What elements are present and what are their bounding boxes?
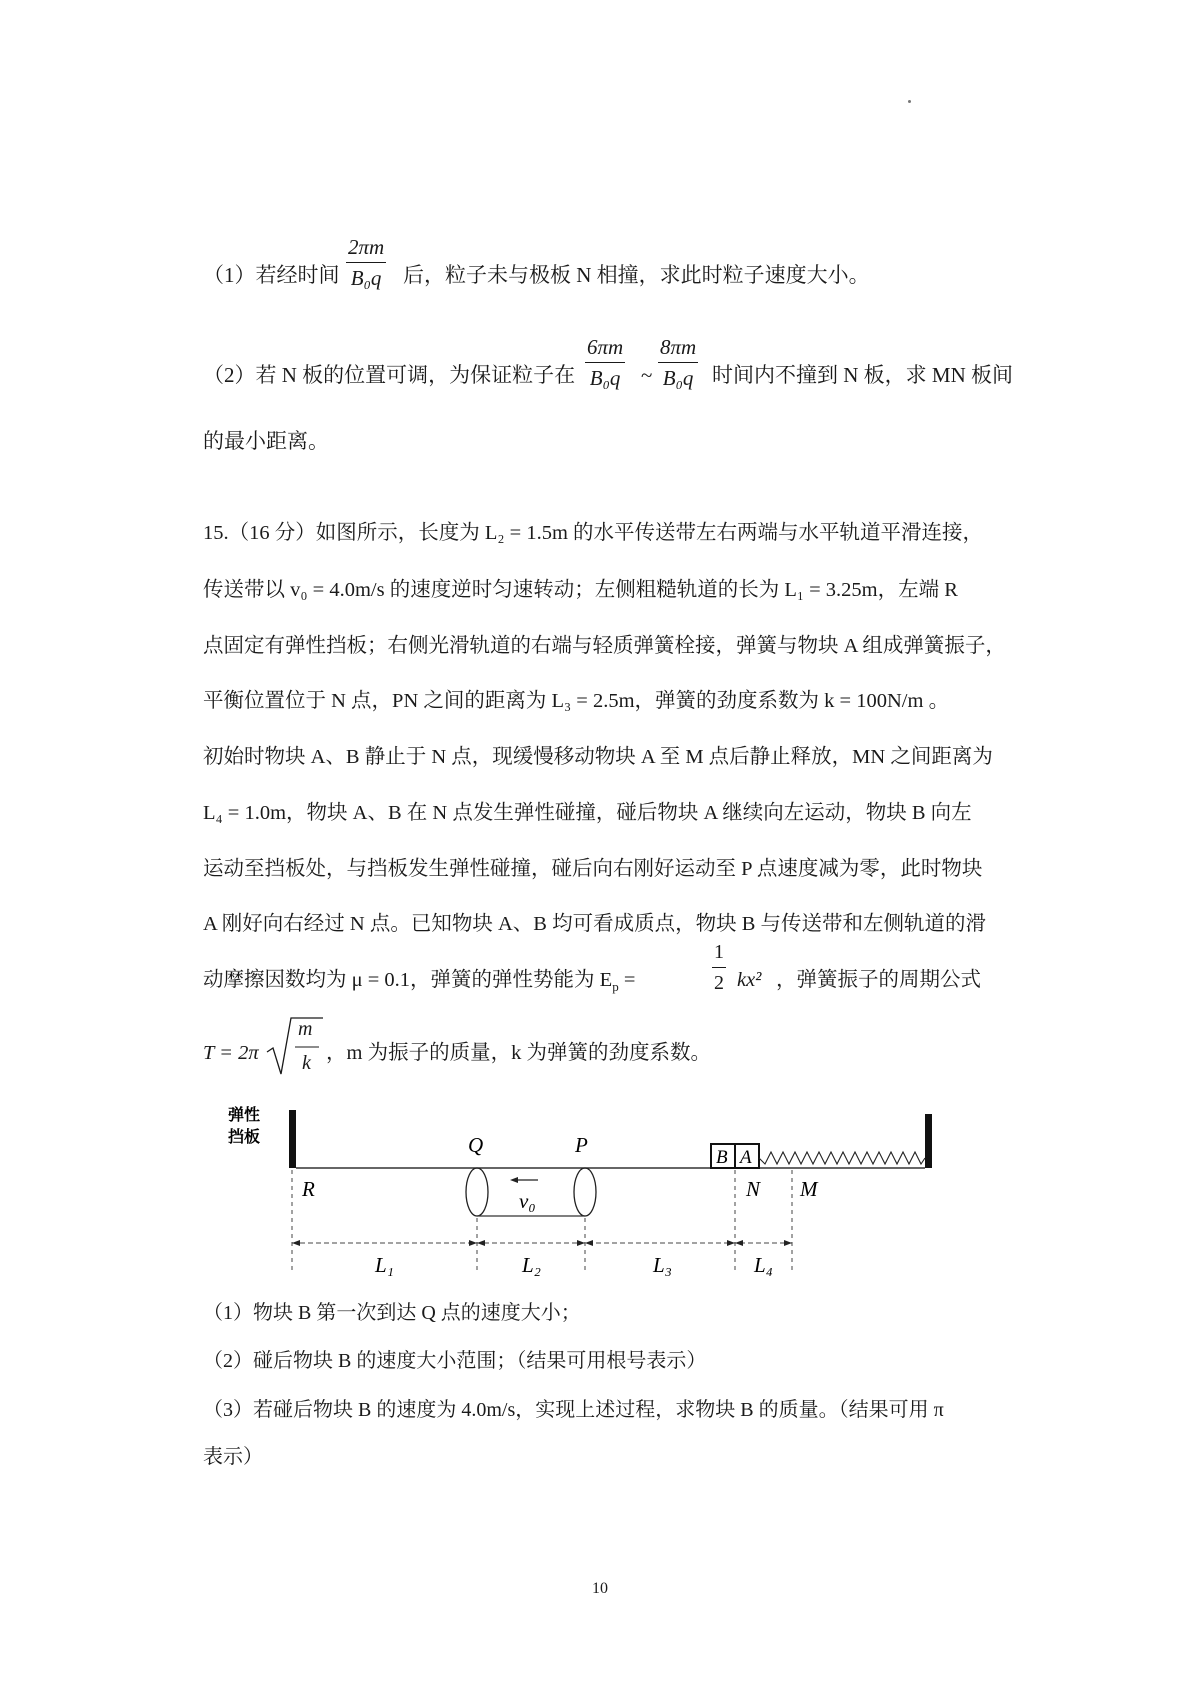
label-L1: L₁	[375, 1253, 394, 1277]
belt-roller-right	[574, 1168, 596, 1216]
q15-sub3-line2-text: 表示）	[203, 1446, 263, 1468]
q14-part2-line2-text: 的最小距离。	[203, 429, 329, 453]
q15-line10-sqrt-num	[298, 1016, 312, 1042]
label-L2: L₂	[522, 1253, 541, 1277]
v0-arrow-head	[510, 1177, 518, 1183]
baffle-label-2: 挡板	[228, 1127, 261, 1146]
q15-line10-T	[203, 1040, 259, 1066]
q15-line3	[203, 633, 1006, 659]
q14-part1-frac-den: B₀q	[350, 266, 382, 290]
q15-line4-text: 平衡位置位于 N 点，PN 之间的距离为 L₃ = 2.5m，弹簧的劲度系数为 k = 100N/m 。	[203, 690, 950, 712]
q15-sub1-text: （1）物块 B 第一次到达 Q 点的速度大小；	[203, 1302, 581, 1324]
q15-line9-prefix: 动摩擦因数均为 μ = 0.1，弹簧的弹性势能为 E	[203, 969, 613, 991]
q15-line9-fraction	[712, 939, 726, 996]
right-wall	[925, 1114, 932, 1168]
q15-line1	[203, 520, 983, 546]
q15-sub1	[203, 1300, 581, 1326]
q15-line10-suffix: ，m 为振子的质量，k 为弹簧的劲度系数。	[326, 1042, 711, 1064]
q15-line6-text: L₄ = 1.0m，物块 A、B 在 N 点发生弹性碰撞，碰后物块 A 继续向左运动，物块 B 向左	[203, 802, 972, 824]
conveyor-diagram	[228, 1100, 960, 1280]
q14-part2-prefix: （2）若 N 板的位置可调，为保证粒子在	[203, 363, 576, 387]
label-block-A: A	[740, 1147, 752, 1168]
q14-part1-prefix: （1）若经时间	[203, 263, 340, 287]
label-R: R	[302, 1177, 315, 1201]
q14-part2-fraction-2	[658, 334, 698, 391]
q15-line2-text: 传送带以 v₀ = 4.0m/s 的速度逆时匀速转动；左侧粗糙轨道的长为 L₁ = 3.25m，左端 R	[203, 579, 958, 601]
q15-line6	[203, 800, 972, 826]
q14-part1-fraction	[346, 234, 386, 291]
q15-line9-sub: p	[612, 979, 619, 995]
q15-line10-rest	[326, 1040, 711, 1066]
label-block-B: B	[716, 1147, 728, 1168]
q15-line7	[203, 856, 982, 882]
q15-sub3-text: （3）若碰后物块 B 的速度为 4.0m/s，实现上述过程，求物块 B 的质量。（结果可用 π	[203, 1399, 944, 1421]
q14-part2-frac2-den: B₀q	[662, 366, 694, 390]
q15-line9-frac-den: 2	[714, 972, 724, 994]
q15-line1-text: 15.（16 分）如图所示，长度为 L₂ = 1.5m 的水平传送带左右两端与水平轨道平滑连接，	[203, 522, 984, 544]
q15-line5-text: 初始时物块 A、B 静止于 N 点，现缓慢移动物块 A 至 M 点后静止释放，MN 之间距离为	[203, 746, 993, 768]
label-L3: L₃	[653, 1253, 672, 1277]
q15-line8-text: A 刚好向右经过 N 点。已知物块 A、B 均可看成质点，物块 B 与传送带和左侧轨道的滑	[203, 913, 987, 935]
q15-line7-text: 运动至挡板处，与挡板发生弹性碰撞，碰后向右刚好运动至 P 点速度减为零，此时物块	[203, 858, 983, 880]
q15-sub3-line2	[203, 1444, 263, 1470]
q14-part1-frac-num: 2πm	[346, 234, 386, 263]
q15-line8	[203, 911, 986, 937]
spring	[759, 1152, 925, 1164]
q14-part2-frac1-den: B₀q	[589, 366, 621, 390]
q15-line4	[203, 688, 949, 714]
q14-part1-suffix: 后，粒子未与极板 N 相撞，求此时粒子速度大小。	[403, 263, 870, 287]
q14-part2-line2	[203, 428, 329, 454]
q14-part2-frac1-num: 6πm	[585, 334, 625, 363]
q14-part2-suffix: 时间内不撞到 N 板，求 MN 板间	[712, 363, 1014, 387]
label-P: P	[575, 1133, 588, 1157]
q15-line9-rest	[776, 967, 981, 993]
left-baffle	[289, 1110, 296, 1168]
scan-dot	[908, 100, 911, 103]
q15-line10-prefix: T = 2π	[203, 1042, 259, 1064]
belt-roller-left	[466, 1168, 488, 1216]
q15-line3-text: 点固定有弹性挡板；右侧光滑轨道的右端与轻质弹簧栓接，弹簧与物块 A 组成弹簧振子，	[203, 635, 1006, 657]
q15-line10-sqrt-den-text: k	[302, 1052, 311, 1074]
q15-line10-sqrt-den	[302, 1050, 311, 1076]
q15-sub2	[203, 1348, 706, 1374]
q15-line9-frac-num: 1	[712, 939, 726, 968]
q14-part2-tilde	[641, 362, 652, 388]
q15-line5	[203, 744, 993, 770]
q14-part2-frac2-num: 8πm	[658, 334, 698, 363]
q15-line2	[203, 577, 958, 603]
q15-line9-eq: =	[618, 969, 636, 991]
baffle-label-1: 弹性	[228, 1105, 261, 1124]
q15-line9-suffix: ，弹簧振子的周期公式	[776, 969, 981, 991]
q14-part2-tilde-text: ~	[641, 363, 653, 387]
label-v0: v₀	[519, 1189, 536, 1213]
guide-lines	[292, 1170, 792, 1270]
q14-part2	[203, 362, 575, 388]
q15-sub2-text: （2）碰后物块 B 的速度大小范围；（结果可用根号表示）	[203, 1350, 707, 1372]
q14-part2-fraction-1	[585, 334, 625, 391]
label-N: N	[746, 1177, 761, 1201]
label-Q: Q	[468, 1133, 484, 1157]
q15-line9	[203, 967, 635, 1000]
sqrt-symbol	[265, 1014, 325, 1080]
q15-sub3	[203, 1397, 944, 1423]
q14-part2-rest	[712, 362, 1013, 388]
label-L4: L₄	[754, 1253, 773, 1277]
page-number: 10	[592, 1580, 608, 1597]
q14-part1	[203, 262, 340, 288]
q15-line9-kx-text: kx²	[737, 969, 762, 991]
q15-line10-sqrt-num-text: m	[298, 1018, 313, 1040]
label-M: M	[800, 1177, 818, 1201]
q14-part1-rest	[403, 262, 870, 288]
q15-line9-kx	[737, 967, 761, 993]
